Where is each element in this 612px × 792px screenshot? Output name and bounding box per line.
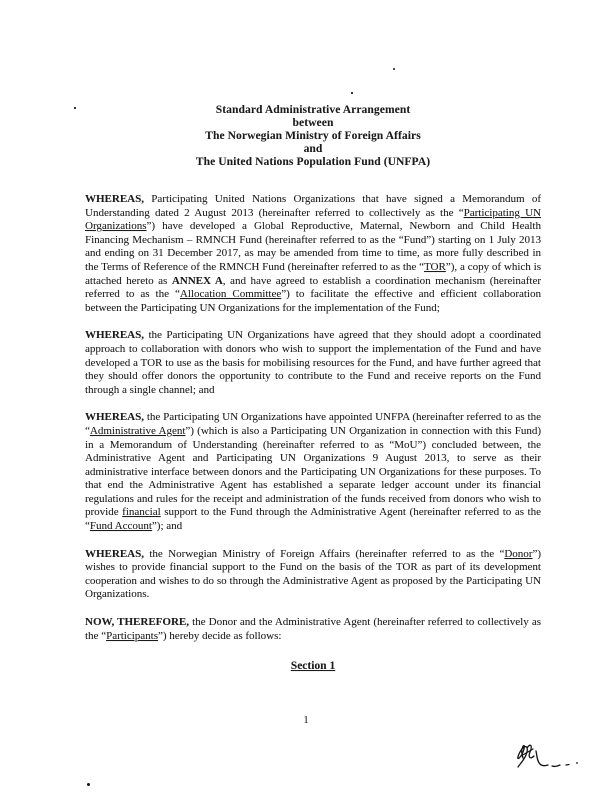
text-run: Administrative Agent (89, 424, 186, 437)
paragraph (85, 329, 541, 397)
document-content (85, 104, 541, 672)
text-run: financial (122, 506, 161, 519)
text-run: , and have agreed to establish a coordination mechanism (hereinafter referred to as the “ (85, 274, 541, 301)
text-run: the Participating UN Organizations have agreed that they should adopt a coordinated approach to collaboration with donors who wish to support the implementation of the Fund and have developed a TOR to use as the basis for mobilising resources for the Fund, and have further agreed that they should offer donors the opportunity to contribute to the Fund and receive reports on the Fund through a single channel; and (85, 329, 541, 396)
text-run: ANNEX A (171, 274, 223, 287)
title-line: Standard Administrative Arrangement (215, 104, 411, 116)
title-line: and (303, 143, 323, 155)
scan-speck (87, 783, 90, 786)
paragraph (85, 411, 541, 533)
scan-speck (74, 107, 76, 109)
text-run: TOR (424, 260, 446, 273)
page-number: 1 (303, 714, 309, 726)
text-run: the Participating UN Organizations have appointed UNFPA (hereinafter referred to as the “ (85, 411, 541, 437)
title-line: The United Nations Population Fund (UNFPA) (195, 156, 431, 168)
text-run: Participating United Nations Organizations that have signed a Memorandum of Understanding dated 2 August 2013 (hereinafter referred to collectively as the “ (85, 193, 541, 219)
text-run: Participating UN Organizations (85, 206, 541, 233)
text-run: support to the Fund through the Administrative Agent (hereinafter referred to as the “ (85, 506, 541, 533)
title-line: between (292, 117, 334, 129)
section-heading-label: Section 1 (290, 660, 336, 673)
text-run: ”), a copy of which is attached hereto as (85, 260, 541, 287)
text-run: WHEREAS, (85, 547, 144, 560)
text-run: WHEREAS, (85, 411, 144, 424)
text-run: Fund Account (89, 520, 152, 533)
text-run: WHEREAS, (85, 193, 144, 205)
scan-speck (351, 92, 353, 94)
text-run: WHEREAS, (85, 329, 144, 342)
text-run: ”) hereby decide as follows: (158, 629, 282, 642)
text-run: ”) have developed a Global Reproductive, Maternal, Newborn and Child Health Financing Mechanism – RMNCH Fund (hereinafter referred to as the “Fund”) starting on 1 July 2013 and ending on 31 December 2017, as may be amended from time to time, as more fully described in the Terms of Reference of the RMNCH Fund (hereinafter referred to as the “ (85, 220, 541, 273)
section-heading (85, 660, 541, 672)
handwritten-initials-mark (503, 736, 589, 778)
text-run: Participants (106, 629, 159, 642)
text-run: Donor (504, 547, 533, 560)
text-run: ”); and (151, 520, 183, 533)
paragraph (85, 193, 541, 315)
title-line: The Norwegian Ministry of Foreign Affairs (205, 130, 421, 142)
paragraph (85, 548, 541, 602)
text-run: ”) (which is also a Participating UN Organization in connection with this Fund) in a Memorandum of Understanding (hereinafter referred to as “MoU”) concluded between, the Administrative Agent and Participating UN Organizations 9 August 2013, to serve as their administrative interface between donors and the Participating UN Organizations for these purposes. To that end the Administrative Agent has established a separate ledger account under its financial regulations and rules for the receipt and administration of the funds received from donors who wish to provide (85, 424, 541, 519)
document-body (85, 193, 541, 643)
paragraph (85, 616, 541, 643)
text-run: Allocation Committee (179, 288, 282, 301)
text-run: ”) wishes to provide financial support to the Fund on the basis of the TOR as part of its development cooperation and wishes to do so through the Administrative Agent as proposed by the Participating UN Organizations. (85, 547, 541, 601)
scan-speck (393, 68, 395, 70)
text-run: the Donor and the Administrative Agent (hereinafter referred to collectively as the “ (85, 616, 541, 642)
document-title (85, 104, 541, 169)
text-run: the Norwegian Ministry of Foreign Affairs (hereinafter referred to as the “ (144, 547, 505, 560)
text-run: ”) to facilitate the effective and efficient collaboration between the Participating UN Organizations for the implementation of the Fund; (85, 288, 541, 314)
text-run: NOW, THEREFORE, (85, 616, 189, 629)
